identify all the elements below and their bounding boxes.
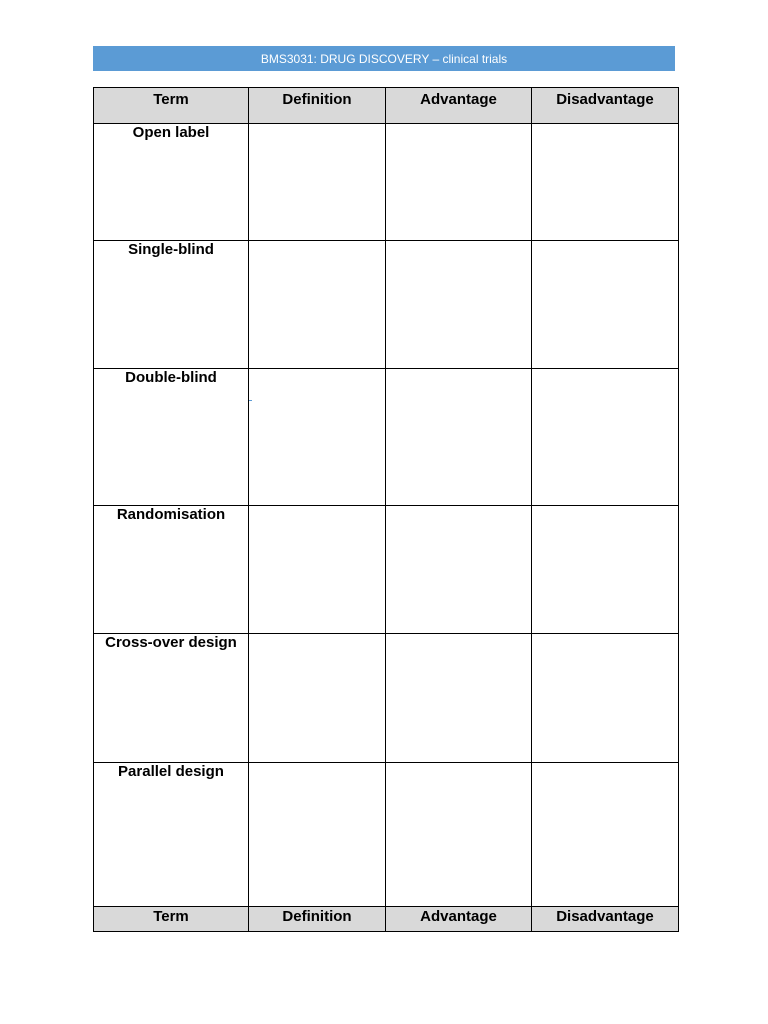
footer-header-disadvantage: Disadvantage — [532, 907, 679, 932]
term-cell: Single-blind — [94, 241, 249, 369]
footer-header-advantage: Advantage — [386, 907, 532, 932]
column-header-definition: Definition — [249, 88, 386, 124]
advantage-cell[interactable] — [386, 634, 532, 763]
table-row — [94, 369, 679, 506]
disadvantage-cell[interactable] — [532, 506, 679, 634]
disadvantage-cell[interactable] — [532, 763, 679, 907]
advantage-cell[interactable] — [386, 506, 532, 634]
definition-cell[interactable] — [249, 634, 386, 763]
term-cell: Open label — [94, 124, 249, 241]
term-cell: Randomisation — [94, 506, 249, 634]
footer-header-term: Term — [94, 907, 249, 932]
definition-cell[interactable] — [249, 241, 386, 369]
disadvantage-cell[interactable] — [532, 634, 679, 763]
disadvantage-cell[interactable] — [532, 241, 679, 369]
text-cursor-mark — [249, 400, 252, 401]
definition-cell[interactable] — [249, 763, 386, 907]
column-header-term: Term — [94, 88, 249, 124]
advantage-cell[interactable] — [386, 124, 532, 241]
clinical-trials-table — [93, 87, 679, 932]
term-cell: Cross-over design — [94, 634, 249, 763]
table-row — [94, 634, 679, 763]
advantage-cell[interactable] — [386, 369, 532, 506]
column-header-disadvantage: Disadvantage — [532, 88, 679, 124]
table-footer-row — [94, 907, 679, 932]
table-row — [94, 763, 679, 907]
advantage-cell[interactable] — [386, 763, 532, 907]
document-header-bar — [93, 46, 675, 71]
term-cell: Parallel design — [94, 763, 249, 907]
definition-cell[interactable] — [249, 369, 386, 506]
disadvantage-cell[interactable] — [532, 369, 679, 506]
definition-cell[interactable] — [249, 124, 386, 241]
advantage-cell[interactable] — [386, 241, 532, 369]
table-row — [94, 241, 679, 369]
term-cell: Double-blind — [94, 369, 249, 506]
table-row — [94, 124, 679, 241]
definition-cell[interactable] — [249, 506, 386, 634]
table-row — [94, 506, 679, 634]
column-header-advantage: Advantage — [386, 88, 532, 124]
footer-header-definition: Definition — [249, 907, 386, 932]
disadvantage-cell[interactable] — [532, 124, 679, 241]
document-title: BMS3031: DRUG DISCOVERY – clinical trials — [260, 51, 508, 66]
table-header-row — [94, 88, 679, 124]
